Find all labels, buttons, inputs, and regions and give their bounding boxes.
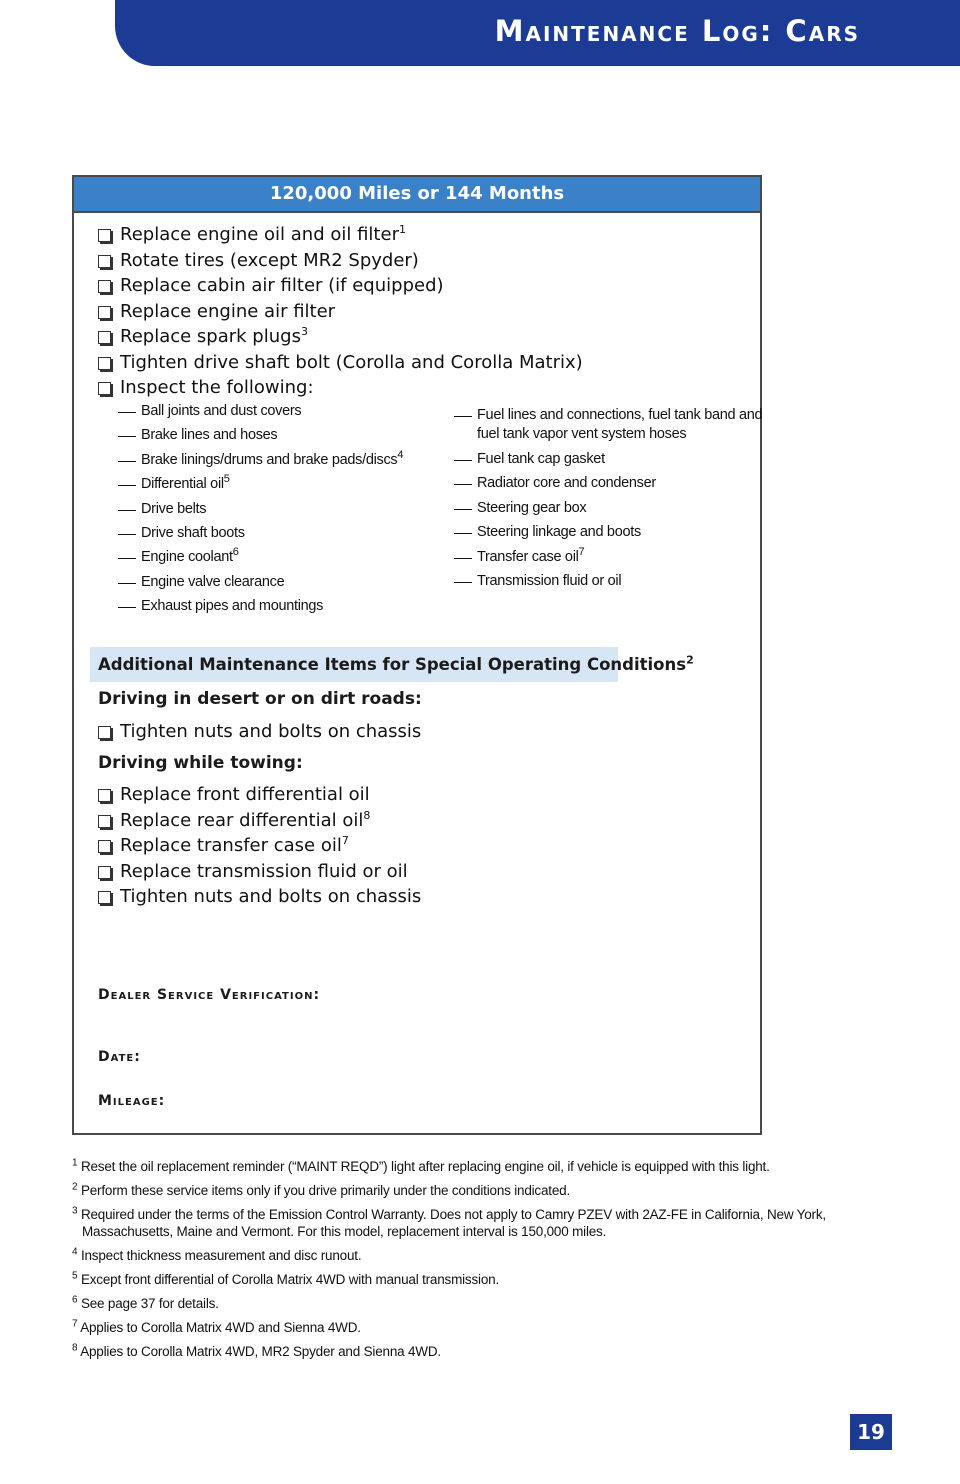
checklist-item-label: Rotate tires (except MR2 Spyder): [120, 249, 419, 271]
checklist-item-label: Replace rear differential oil: [120, 809, 364, 831]
inspect-item-label: Fuel lines and connections, fuel tank band and fuel tank vapor vent system hoses: [477, 407, 763, 442]
main-checklist: [98, 222, 583, 401]
blank-line[interactable]: [454, 558, 472, 559]
inspect-item-label: Engine valve clearance: [141, 573, 285, 590]
inspect-item-label: Drive belts: [141, 500, 207, 517]
blank-line[interactable]: [118, 510, 136, 511]
inspect-item: [118, 399, 403, 423]
footnote-ref: 7: [341, 834, 349, 847]
checklist-item: [98, 299, 583, 325]
footnote: [72, 1182, 832, 1199]
checklist-item-label: Replace spark plugs: [120, 326, 301, 347]
inspect-item-label: Brake linings/drums and brake pads/discs: [141, 451, 398, 468]
header-band: [115, 0, 960, 66]
inspect-item: [454, 471, 777, 495]
inspect-item: [118, 594, 403, 618]
checkbox-icon[interactable]: [98, 866, 111, 879]
inspect-item-label: Exhaust pipes and mountings: [141, 598, 324, 615]
checklist-item-label: Inspect the following:: [120, 377, 314, 398]
blank-line[interactable]: [118, 485, 136, 486]
inspect-item: [118, 521, 403, 545]
blank-line[interactable]: [118, 461, 136, 462]
footnote-text: Applies to Corolla Matrix 4WD and Sienna 4WD.: [80, 1320, 361, 1335]
footnote: [72, 1247, 832, 1264]
inspect-item-label: Engine coolant: [141, 549, 233, 566]
footnote-text: Reset the oil replacement reminder (“MAINT REQD”) light after replacing engine oil, if vehicle is equipped with this light.: [80, 1159, 770, 1174]
inspect-item: [454, 569, 777, 593]
inspect-item: [454, 520, 777, 544]
checklist-item: [98, 248, 583, 274]
checklist-item: [98, 859, 421, 885]
inspect-item-label: Drive shaft boots: [141, 525, 245, 542]
inspect-item: [118, 570, 403, 594]
checklist-item: [98, 375, 583, 401]
inspect-item: [118, 545, 403, 569]
inspect-item: [454, 496, 777, 520]
checkbox-icon[interactable]: [98, 840, 111, 853]
inspect-item-label: Brake lines and hoses: [141, 427, 278, 444]
inspect-item: [454, 447, 777, 471]
footnote-ref: 1: [398, 223, 406, 236]
blank-line[interactable]: [118, 607, 136, 608]
checkbox-icon[interactable]: [98, 815, 111, 828]
checklist-item-label: Tighten nuts and bolts on chassis: [120, 886, 422, 907]
inspect-item-label: Steering gear box: [477, 499, 587, 516]
footnote: [72, 1343, 832, 1360]
checkbox-icon[interactable]: [98, 280, 111, 293]
blank-line[interactable]: [118, 436, 136, 437]
checkbox-icon[interactable]: [98, 331, 111, 344]
footnote-number: 7: [72, 1318, 78, 1330]
dealer-verification-label: Dealer Service Verification:: [98, 987, 321, 1003]
inspect-item-label: Fuel tank cap gasket: [477, 451, 605, 467]
checklist-item: [98, 273, 583, 299]
blank-line[interactable]: [118, 412, 136, 413]
footnote: [72, 1271, 832, 1288]
blank-line[interactable]: [454, 582, 472, 583]
additional-items-banner: [90, 647, 694, 682]
footnote-ref: 5: [223, 473, 230, 486]
checkbox-icon[interactable]: [98, 357, 111, 370]
checklist-item-label: Tighten nuts and bolts on chassis: [120, 721, 422, 742]
page-number: 19: [850, 1414, 892, 1450]
checklist-item: [98, 808, 421, 834]
inspect-item: [454, 545, 777, 569]
checklist-item: [98, 350, 583, 376]
blank-line[interactable]: [454, 509, 472, 510]
checklist-item-label: Replace transmission fluid or oil: [120, 860, 408, 882]
mileage-label: Mileage:: [98, 1093, 166, 1109]
towing-heading: Driving while towing:: [98, 753, 303, 773]
checkbox-icon[interactable]: [98, 255, 111, 268]
checkbox-icon[interactable]: [98, 891, 111, 904]
footnote-ref: 3: [300, 325, 308, 338]
footnote-text: Applies to Corolla Matrix 4WD, MR2 Spyder and Sienna 4WD.: [80, 1344, 441, 1359]
checklist-item: [98, 884, 421, 910]
checkbox-icon[interactable]: [98, 789, 111, 802]
inspect-item-label: Steering linkage and boots: [477, 524, 641, 541]
footnote-text: See page 37 for details.: [80, 1296, 219, 1311]
page-title: Maintenance Log: Cars: [494, 14, 860, 48]
desert-heading: Driving in desert or on dirt roads:: [98, 689, 422, 709]
maintenance-log-box: [72, 175, 762, 1135]
log-heading: 120,000 Miles or 144 Months: [74, 177, 760, 213]
inspect-item: [118, 423, 403, 447]
footnote-ref: 4: [397, 448, 404, 461]
checklist-item-label: Replace front differential oil: [120, 784, 370, 805]
footnote-number: 1: [72, 1157, 78, 1169]
checklist-item-label: Replace engine air filter: [120, 300, 336, 322]
inspect-item-label: Ball joints and dust covers: [141, 403, 302, 419]
inspect-item: [118, 448, 403, 472]
footnote-text: Required under the terms of the Emission Control Warranty. Does not apply to Camry PZEV with 2AZ-FE in California, New York, Massachusetts, Maine and Vermont. For this model, replacement interval is 150,000 miles.: [80, 1207, 826, 1239]
desert-checklist: [98, 719, 421, 745]
footnote: [72, 1158, 832, 1175]
checklist-item-label: Replace cabin air filter (if equipped): [120, 275, 444, 296]
checkbox-icon[interactable]: [98, 726, 111, 739]
blank-line[interactable]: [118, 583, 136, 584]
date-label: Date:: [98, 1049, 141, 1065]
inspect-item: [118, 472, 403, 496]
checklist-item: [98, 222, 583, 248]
blank-line[interactable]: [118, 558, 136, 559]
inspect-item: [454, 403, 777, 447]
checklist-item-label: Tighten drive shaft bolt (Corolla and Corolla Matrix): [120, 351, 583, 373]
blank-line[interactable]: [454, 484, 472, 485]
inspect-item-label: Transfer case oil: [477, 548, 579, 565]
inspect-item-label: Transmission fluid or oil: [477, 573, 622, 590]
inspect-item-label: Differential oil: [141, 476, 224, 493]
footnote: [72, 1295, 832, 1312]
checklist-item: [98, 782, 421, 808]
checkbox-icon[interactable]: [98, 382, 111, 395]
footnote: [72, 1319, 832, 1336]
blank-line[interactable]: [454, 533, 472, 534]
checklist-item-label: Replace transfer case oil: [120, 835, 342, 856]
checklist-item: [98, 833, 421, 859]
footnote-ref: 7: [578, 545, 585, 558]
blank-line[interactable]: [454, 460, 472, 461]
footnote-number: 5: [72, 1270, 78, 1282]
checkbox-icon[interactable]: [98, 306, 111, 319]
footnote-number: 6: [72, 1294, 78, 1306]
checkbox-icon[interactable]: [98, 229, 111, 242]
additional-heading: Additional Maintenance Items for Special Operating Conditions: [98, 655, 687, 674]
blank-line[interactable]: [454, 416, 472, 417]
footnote-text: Perform these service items only if you drive primarily under the conditions indicated.: [80, 1183, 571, 1198]
additional-heading-sup: 2: [686, 653, 694, 667]
footnotes: [72, 1158, 832, 1367]
footnote-text: Except front differential of Corolla Matrix 4WD with manual transmission.: [80, 1272, 500, 1287]
footnote-text: Inspect thickness measurement and disc runout.: [80, 1248, 362, 1263]
inspect-list-right: [454, 403, 777, 593]
towing-checklist: [98, 782, 421, 910]
inspect-item: [118, 497, 403, 521]
checklist-item: [98, 324, 583, 350]
footnote: [72, 1206, 832, 1240]
footnote-ref: 8: [363, 808, 371, 822]
footnote-ref: 6: [232, 546, 239, 559]
footnote-number: 3: [72, 1205, 78, 1217]
checklist-item-label: Replace engine oil and oil filter: [120, 224, 399, 245]
blank-line[interactable]: [118, 534, 136, 535]
inspect-list-left: [118, 399, 403, 619]
checklist-item: [98, 719, 421, 745]
inspect-item-label: Radiator core and condenser: [477, 475, 656, 492]
footnote-number: 2: [72, 1181, 78, 1193]
footnote-number: 8: [72, 1342, 78, 1354]
footnote-number: 4: [72, 1246, 78, 1258]
